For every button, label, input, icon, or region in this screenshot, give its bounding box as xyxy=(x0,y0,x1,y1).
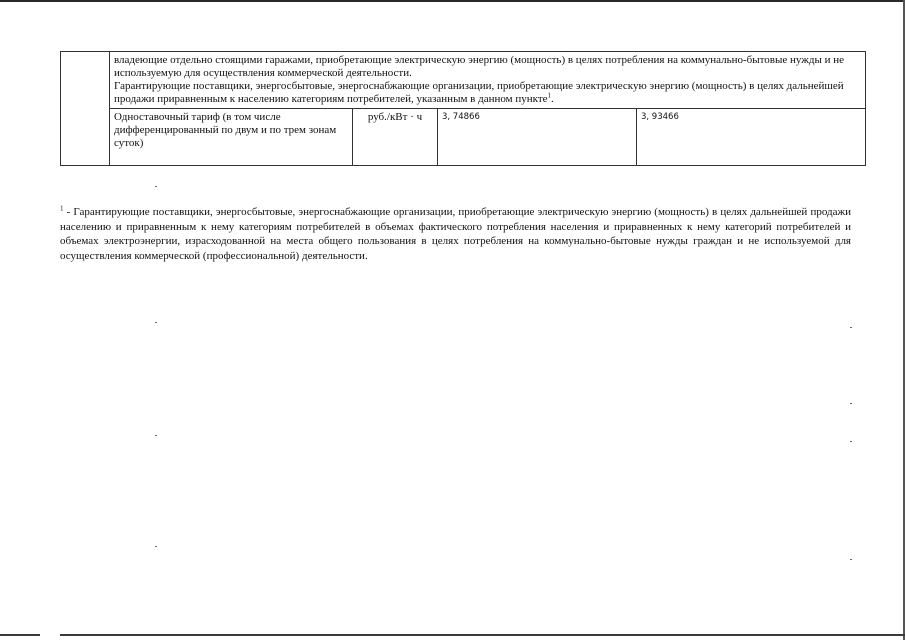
description-text-1: владеющие отдельно стоящими гаражами, приобретающие электрическую энергию (мощность) в целях потребления на коммунально-бытовые нужды и не используемую для осуществления коммерческой деятельности. xyxy=(114,54,845,79)
scan-speck xyxy=(850,441,852,442)
tariff-value-2: 3, 93466 xyxy=(637,109,866,166)
scan-edge-bottom-left xyxy=(0,634,40,636)
scan-edge-top xyxy=(0,0,905,2)
description-text-2 xyxy=(114,80,861,106)
tariff-name-cell: Одноставочный тариф (в том числе дифференцированный по двум и по трем зонам суток) xyxy=(110,109,353,166)
description-text-2-end: . xyxy=(551,93,554,105)
tariff-row xyxy=(61,109,866,166)
scan-speck xyxy=(850,327,852,328)
scan-speck xyxy=(850,403,852,404)
footnote-reference: 1 xyxy=(547,91,552,100)
scan-speck xyxy=(155,322,157,323)
description-text-2-body: Гарантирующие поставщики, энергосбытовые, энергоснабжающие организации, приобретающие электрическую энергию (мощность) в целях дальнейшей продажи приравненным к населению категориям потребителей, указанным в данном пункте xyxy=(114,80,844,105)
tariff-table xyxy=(60,51,866,166)
description-row xyxy=(61,52,866,109)
scan-speck xyxy=(155,546,157,547)
scan-speck xyxy=(155,186,157,187)
footnote xyxy=(60,205,851,263)
scan-speck xyxy=(850,559,852,560)
tariff-value-1: 3, 74866 xyxy=(438,109,637,166)
row-number-cell xyxy=(61,52,110,166)
unit-cell: руб./кВт · ч xyxy=(353,109,438,166)
footnote-marker: 1 xyxy=(60,204,64,213)
description-cell xyxy=(110,52,866,109)
footnote-text: - Гарантирующие поставщики, энергосбытовые, энергоснабжающие организации, приобретающие электрическую энергию (мощность) в целях дальнейшей продажи населению и приравненным к нему категориям потребителей в объемах фактического потребления населения и приравненных к нему категорий потребителей и объемах электроэнергии, израсходованной на места общего пользования в целях потребления на коммунально-бытовые нужды граждан и не используемой для осуществления коммерческой (профессиональной) деятельности. xyxy=(60,206,851,262)
scan-speck xyxy=(155,435,157,436)
scan-edge-bottom xyxy=(60,634,905,636)
